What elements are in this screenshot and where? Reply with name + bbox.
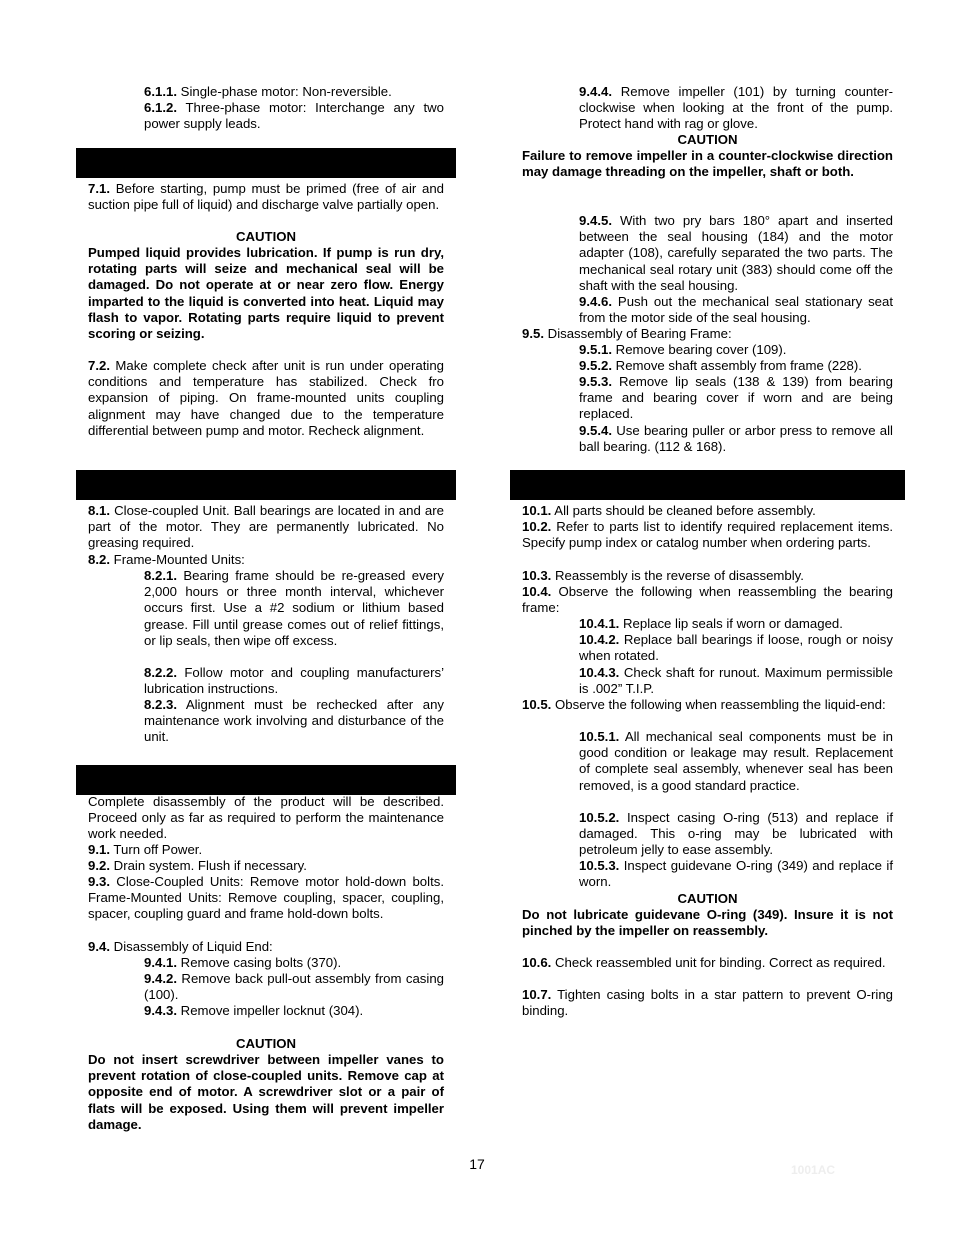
caution-text-2: Do not insert screwdriver between impeller vanes to prevent rotation of close-coupled units. Remove cap at opposite end of motor. A screwdriver slot or a pair of flats will be exposed. Using them will prevent impeller damage.	[88, 1052, 444, 1132]
item-6-1-1: 6.1.1. Single-phase motor: Non-reversible.	[144, 84, 392, 99]
item-9-2: 9.2. Drain system. Flush if necessary.	[88, 858, 307, 873]
item-7-1: 7.1. Before starting, pump must be primed (free of air and suction pipe full of liquid) and discharge valve partially open.	[88, 181, 444, 213]
item-9-5-3: 9.5.3. Remove lip seals (138 & 139) from bearing frame and bearing cover if worn and are being replaced.	[579, 374, 893, 422]
item-9-5: 9.5. Disassembly of Bearing Frame:	[522, 326, 732, 341]
item-10-7: 10.7. Tighten casing bolts in a star pattern to prevent O-ring binding.	[522, 987, 893, 1019]
caution-label-2: CAUTION	[235, 1036, 297, 1051]
item-9-1: 9.1. Turn off Power.	[88, 842, 203, 857]
item-9-5-4: 9.5.4. Use bearing puller or arbor press to remove all ball bearing. (112 & 168).	[579, 423, 893, 455]
caution-text-3: Failure to remove impeller in a counter-clockwise direction may damage threading on the impeller, shaft or both.	[522, 148, 893, 180]
item-8-1: 8.1. Close-coupled Unit. Ball bearings are located in and are part of the motor. They are permanently lubricated. No greasing required.	[88, 503, 444, 551]
item-9-4: 9.4. Disassembly of Liquid End:	[88, 939, 273, 954]
section-header-bar-7	[76, 148, 456, 178]
item-9-4-2: 9.4.2. Remove back pull-out assembly from casing (100).	[144, 971, 444, 1003]
item-10-1: 10.1. All parts should be cleaned before assembly.	[522, 503, 816, 518]
item-9-4-1: 9.4.1. Remove casing bolts (370).	[144, 955, 342, 970]
intro-9: Complete disassembly of the product will be described. Proceed only as far as required to perform the maintenance work needed.	[88, 794, 444, 842]
section-header-bar-9	[76, 765, 456, 795]
item-10-4-2: 10.4.2. Replace ball bearings if loose, rough or noisy when rotated.	[579, 632, 893, 664]
item-10-4-1: 10.4.1. Replace lip seals if worn or damaged.	[579, 616, 843, 631]
caution-label-3: CAUTION	[677, 132, 738, 147]
item-10-5: 10.5. Observe the following when reassembling the liquid-end:	[522, 697, 886, 712]
item-9-5-1: 9.5.1. Remove bearing cover (109).	[579, 342, 787, 357]
item-9-5-2: 9.5.2. Remove shaft assembly from frame (228).	[579, 358, 862, 373]
item-9-4-3: 9.4.3. Remove impeller locknut (304).	[144, 1003, 364, 1018]
item-9-4-5: 9.4.5. With two pry bars 180° apart and inserted between the seal housing (184) and the motor adapter (108), carefully separated the two parts. The mechanical seal rotary unit (383) should come off the shaft with the seal housing.	[579, 213, 893, 293]
item-8-2: 8.2. Frame-Mounted Units:	[88, 552, 245, 567]
page-number: 17	[469, 1156, 485, 1172]
item-10-3: 10.3. Reassembly is the reverse of disassembly.	[522, 568, 804, 583]
item-8-2-3: 8.2.3. Alignment must be rechecked after any maintenance work involving and disturbance of the unit.	[144, 697, 444, 745]
item-10-5-2: 10.5.2. Inspect casing O-ring (513) and replace if damaged. This o-ring may be lubricated with petroleum jelly to ease assembly.	[579, 810, 893, 858]
item-9-3: 9.3. Close-Coupled Units: Remove motor hold-down bolts. Frame-Mounted Units: Remove coupling, spacer, coupling, spacer, coupling guard and frame hold-down bolts.	[88, 874, 444, 922]
item-10-6: 10.6. Check reassembled unit for binding. Correct as required.	[522, 955, 886, 970]
item-6-1-2: 6.1.2. Three-phase motor: Interchange any two power supply leads.	[144, 100, 444, 132]
item-9-4-6: 9.4.6. Push out the mechanical seal stationary seat from the motor side of the seal housing.	[579, 294, 893, 326]
document-code: 1001AC	[791, 1163, 836, 1177]
item-9-4-4: 9.4.4. Remove impeller (101) by turning counter-clockwise when looking at the front of the pump. Protect hand with rag or glove.	[579, 84, 893, 132]
caution-text-1: Pumped liquid provides lubrication. If pump is run dry, rotating parts will seize and mechanical seal will be damaged. Do not operate at or near zero flow. Energy imparted to the liquid is converted into heat. Liquid may flash to vapor. Rotating parts require liquid to prevent scoring or seizing.	[88, 245, 444, 342]
item-10-4: 10.4. Observe the following when reassembling the bearing frame:	[522, 584, 893, 616]
item-8-2-1: 8.2.1. Bearing frame should be re-greased every 2,000 hours or three month interval, whichever occurs first. Use a #2 sodium or lithium based grease. Fill until grease comes out of relief fittings, or lip seals, then wipe off excess.	[144, 568, 444, 648]
item-10-4-3: 10.4.3. Check shaft for runout. Maximum permissible is .002” T.I.P.	[579, 665, 893, 697]
item-10-2: 10.2. Refer to parts list to identify required replacement items. Specify pump index or catalog number when ordering parts.	[522, 519, 893, 551]
caution-label-4: CAUTION	[677, 891, 738, 906]
section-header-bar-8	[76, 470, 456, 500]
item-10-5-1: 10.5.1. All mechanical seal components must be in good condition or leakage may result. Replacement of complete seal assembly, whenever seal has been removed, is a good standard practice.	[579, 729, 893, 793]
item-7-2: 7.2. Make complete check after unit is run under operating conditions and temperature has stabilized. Check fro expansion of piping. On frame-mounted units coupling alignment may have changed due to the temperature differential between pump and motor. Recheck alignment.	[88, 358, 444, 438]
caution-label-1: CAUTION	[235, 229, 297, 244]
item-8-2-2: 8.2.2. Follow motor and coupling manufacturers’ lubrication instructions.	[144, 665, 444, 697]
section-header-bar-10	[510, 470, 905, 500]
caution-text-4: Do not lubricate guidevane O-ring (349). Insure it is not pinched by the impeller on reassembly.	[522, 907, 893, 939]
item-10-5-3: 10.5.3. Inspect guidevane O-ring (349) and replace if worn.	[579, 858, 893, 890]
